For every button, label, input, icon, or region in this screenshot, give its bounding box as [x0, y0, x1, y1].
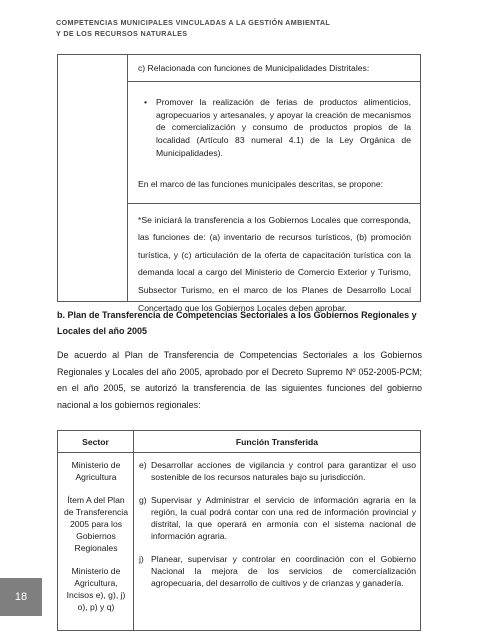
function-item: [139, 553, 416, 589]
function-cell: [134, 453, 421, 631]
section-title: b. Plan de Transferencia de Competencias Sectoriales a los Gobiernos Regionales y Locales del año 2005: [57, 310, 417, 336]
function-text: Desarrollar acciones de vigilancia y control para garantizar el uso sostenible de los recursos naturales bajo su jurisdicción.: [151, 460, 416, 482]
function-text: Supervisar y Administrar el servicio de información agraria en la región, la cual podrá contar con una red de información provincial y distrital, la que operará en armonía con el sistema nacional de información agraria.: [151, 495, 416, 541]
function-text: Planear, supervisar y controlar en coordinación con el Gobierno Nacional la mejora de los servicios de comercialización agropecuaria, del desarrollo de cultivos y de crianzas y ganadería.: [151, 554, 416, 588]
list-item: [144, 96, 411, 160]
function-item: [139, 459, 416, 483]
functions-table: [57, 54, 421, 313]
body-paragraph: De acuerdo al Plan de Transferencia de Competencias Sectoriales a los Gobiernos Regionales y Locales del año 2005, aprobado por el Decreto Supremo Nº 052-2005-PCM; en el año 2005, se autorizó la transferencia de las siguientes funciones del gobierno nacional a los gobiernos regionales:: [57, 350, 422, 410]
sector-item: Ítem A del Plan de Transferencia 2005 para los Gobiernos Regionales: [63, 495, 128, 553]
bullet-icon: •: [144, 96, 148, 107]
function-label: e): [139, 460, 147, 470]
table-row-heading: c) Relacionada con funciones de Municipalidades Distritales:: [138, 63, 370, 73]
table-header-row: [58, 431, 421, 453]
table-right-column: [128, 55, 420, 313]
sector-incisos: Ministerio de Agricultura, Incisos e), g), j) o), p) y q): [66, 566, 126, 612]
table-left-column: [58, 55, 128, 301]
column-header-sector: Sector: [58, 431, 134, 453]
table-row-divider: [128, 81, 420, 82]
header-line-1: COMPETENCIAS MUNICIPALES VINCULADAS A LA GESTIÓN AMBIENTAL: [56, 18, 331, 27]
column-header-function: Función Transferida: [134, 431, 421, 453]
table-row: [58, 453, 421, 631]
proposal-text: *Se iniciará la transferencia a los Gobiernos Locales que corresponda, las funciones de: (a) inventario de recursos turísticos, (b) promoción turística, y (c) articulación de la oferta de capacitación turística con la demanda local a cargo del Ministerio de Comercio Exterior y Turismo, Subsector Turismo, en el marco de los Planes de Desarrollo Local Concertado que los Gobiernos Locales deben aprobar.: [138, 214, 411, 313]
header-line-2: Y DE LOS RECURSOS NATURALES: [56, 28, 188, 38]
page-number: 18: [0, 578, 42, 616]
sector-cell: [58, 453, 134, 631]
transfer-table: [57, 430, 421, 631]
function-label: j): [139, 554, 144, 564]
list-item-text: Promover la realización de ferias de productos alimenticios, agropecuarios y artesanales, y apoyar la creación de mecanismos de comercialización y consumo de productos propios de la localidad (Artículo 83 numeral 4.1) de la Ley Orgánica de Municipalidades).: [156, 96, 411, 158]
running-header: [56, 18, 436, 39]
sector-ministry: Ministerio de Agricultura: [71, 460, 121, 482]
function-label: g): [139, 495, 147, 505]
proposal-intro: En el marco de las funciones municipales descritas, se propone:: [138, 178, 384, 189]
function-item: [139, 494, 416, 542]
